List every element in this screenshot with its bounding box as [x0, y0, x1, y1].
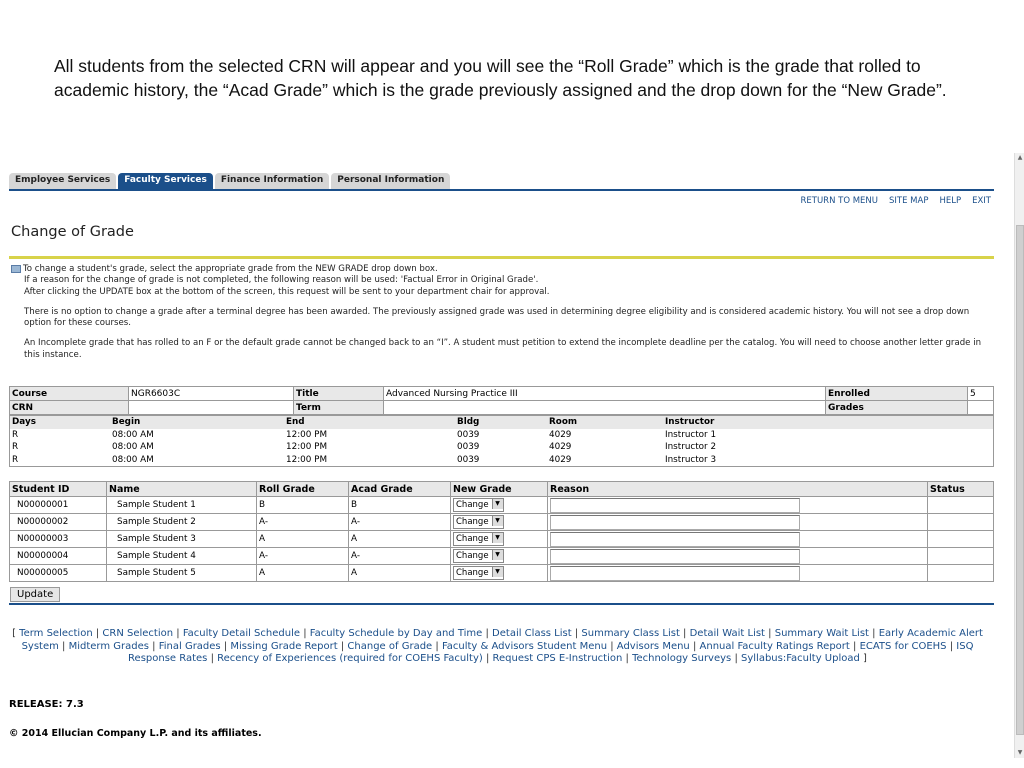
nav-link-crn-selection[interactable]: CRN Selection [102, 628, 174, 639]
copyright: © 2014 Ellucian Company L.P. and its affiliates. [9, 728, 262, 739]
roll-grade: A [257, 565, 349, 582]
new-grade-cell [451, 531, 548, 548]
meeting-room: 4029 [549, 429, 572, 440]
nav-link-advisors-menu[interactable]: Advisors Menu [616, 640, 690, 652]
student-name: Sample Student 2 [107, 514, 257, 531]
meeting-row [10, 441, 994, 454]
meeting-begin: 08:00 AM [112, 429, 154, 440]
reason-input[interactable] [550, 498, 800, 513]
site-map-link[interactable]: SITE MAP [889, 196, 929, 206]
reason-cell [548, 497, 928, 514]
course-label: Course [10, 387, 129, 401]
tab-divider [9, 189, 994, 191]
chevron-down-icon: ▼ [492, 516, 503, 526]
acad-grade: A [349, 531, 451, 548]
reason-input[interactable] [550, 515, 800, 530]
nav-link-annual-faculty-ratings[interactable]: Annual Faculty Ratings Report [699, 640, 850, 652]
new-grade-value: Change [456, 568, 489, 578]
meeting-times-table [9, 415, 994, 467]
col-instructor: Instructor [663, 416, 994, 429]
meeting-end: 12:00 PM [286, 455, 328, 466]
student-name: Sample Student 3 [107, 531, 257, 548]
status-cell [928, 531, 994, 548]
meeting-room: 4029 [549, 455, 572, 466]
meeting-days: R [12, 455, 19, 466]
student-id: N00000004 [10, 548, 107, 565]
release-version: RELEASE: 7.3 [9, 699, 84, 710]
new-grade-cell [451, 514, 548, 531]
roll-grade: A [257, 531, 349, 548]
scroll-up-icon[interactable]: ▲ [1017, 154, 1023, 161]
top-links [800, 196, 991, 206]
enrolled-label: Enrolled [826, 387, 968, 401]
info-para-terminal: There is no option to change a grade after a terminal degree has been awarded. The previously assigned grade was used in determining degree eligibility and is considered academic history. You will not see a drop down option for these courses. [24, 306, 970, 329]
reason-cell [548, 565, 928, 582]
info-text [11, 264, 996, 370]
crn-value [129, 401, 294, 415]
title-value: Advanced Nursing Practice III [384, 387, 826, 401]
col-roll-grade: Roll Grade [257, 482, 349, 497]
roll-grade: A- [257, 514, 349, 531]
info-line-3: After clicking the UPDATE box at the bottom of the screen, this request will be sent to your department chair for approval. [24, 286, 550, 297]
tab-faculty-services[interactable]: Faculty Services [118, 173, 213, 189]
student-id: N00000005 [10, 565, 107, 582]
nav-link-syllabus-upload[interactable]: Syllabus:Faculty Upload [741, 653, 860, 664]
table-row [10, 565, 994, 582]
help-link[interactable]: HELP [939, 196, 962, 206]
nav-link-early-academic-alert[interactable]: Early Academic Alert System [21, 628, 983, 652]
info-line-1: To change a student's grade, select the appropriate grade from the NEW GRADE drop down box. [23, 264, 438, 274]
info-icon [11, 265, 21, 273]
col-student-id: Student ID [10, 482, 107, 497]
meeting-days: R [12, 429, 19, 440]
new-grade-select[interactable] [453, 549, 504, 563]
title-label: Title [294, 387, 384, 401]
nav-link-ecats[interactable]: ECATS for COEHS [859, 640, 947, 652]
meeting-days: R [12, 442, 19, 453]
meeting-begin: 08:00 AM [112, 442, 154, 453]
col-bldg: Bldg [455, 416, 547, 429]
meeting-end: 12:00 PM [286, 442, 328, 453]
roll-grade: A- [257, 548, 349, 565]
col-acad-grade: Acad Grade [349, 482, 451, 497]
nav-link-faculty-advisors-student-menu[interactable]: Faculty & Advisors Student Menu [441, 640, 608, 652]
reason-cell [548, 548, 928, 565]
reason-cell [548, 514, 928, 531]
tab-employee-services[interactable]: Employee Services [9, 173, 116, 189]
chevron-down-icon: ▼ [492, 499, 503, 509]
table-row [10, 548, 994, 565]
meeting-end: 12:00 PM [286, 429, 328, 440]
reason-cell [548, 531, 928, 548]
student-grades-table [9, 481, 994, 582]
student-name: Sample Student 4 [107, 548, 257, 565]
nav-link-midterm-grades[interactable]: Midterm Grades [68, 640, 149, 652]
student-name: Sample Student 5 [107, 565, 257, 582]
new-grade-select[interactable] [453, 566, 504, 580]
new-grade-value: Change [456, 517, 489, 527]
nav-link-recency-of-experiences[interactable]: Recency of Experiences (required for COEHS Faculty) [217, 653, 483, 664]
new-grade-cell [451, 565, 548, 582]
acad-grade: B [349, 497, 451, 514]
col-name: Name [107, 482, 257, 497]
course-value: NGR6603C [129, 387, 294, 401]
footer-nav-links: [ Term Selection | CRN Selection | Faculty Detail Schedule | Faculty Schedule by Day and Time | Detail Class List | Summary Class List | Detail Wait List | Summary Wait List | Early Academic Alert System | Midterm Grades | Final Grades | Missing Grade Report | Change of Grade | Faculty & Advisors Student Menu | Advisors Menu | Annual Faculty Ratings Report | ECATS for COEHS | ISQ Response Rates | Recency of Experiences (required for COEHS Faculty) | Request CPS E-Instruction | Technology Surveys | Syllabus:Faculty Upload ] [12, 628, 983, 664]
title-divider [9, 256, 994, 259]
term-value [384, 401, 826, 415]
chevron-down-icon: ▼ [492, 550, 503, 560]
student-name: Sample Student 1 [107, 497, 257, 514]
return-to-menu-link[interactable]: RETURN TO MENU [800, 196, 879, 206]
scroll-down-icon[interactable]: ▼ [1017, 749, 1023, 756]
course-info-table [9, 386, 994, 415]
enrolled-value: 5 [968, 387, 994, 401]
info-para-incomplete: An Incomplete grade that has rolled to an F or the default grade cannot be changed back to an “I”. A student must petition to extend the incomplete deadline per the catalog. You will need to choose another letter grade in this instance. [24, 338, 982, 360]
roll-grade: B [257, 497, 349, 514]
status-cell [928, 514, 994, 531]
new-grade-cell [451, 497, 548, 514]
new-grade-select[interactable] [453, 498, 504, 512]
chevron-down-icon: ▼ [492, 533, 503, 543]
col-new-grade: New Grade [451, 482, 548, 497]
status-cell [928, 497, 994, 514]
acad-grade: A- [349, 548, 451, 565]
table-row [10, 497, 994, 514]
acad-grade: A [349, 565, 451, 582]
reason-input[interactable] [550, 532, 800, 547]
new-grade-value: Change [456, 534, 489, 544]
crn-label: CRN [10, 401, 129, 415]
student-id: N00000001 [10, 497, 107, 514]
status-cell [928, 565, 994, 582]
table-row [10, 514, 994, 531]
meeting-instructor: Instructor 1 [665, 429, 717, 440]
meeting-bldg: 0039 [457, 455, 480, 466]
nav-link-final-grades[interactable]: Final Grades [158, 640, 221, 652]
meeting-row [10, 454, 994, 467]
nav-link-detail-wait-list[interactable]: Detail Wait List [689, 628, 765, 639]
col-reason: Reason [548, 482, 928, 497]
grades-value [968, 401, 994, 415]
meeting-begin: 08:00 AM [112, 455, 154, 466]
new-grade-select[interactable] [453, 532, 504, 546]
exit-link[interactable]: EXIT [972, 196, 991, 206]
page-title: Change of Grade [11, 224, 134, 240]
meeting-bldg: 0039 [457, 429, 480, 440]
student-id: N00000002 [10, 514, 107, 531]
new-grade-value: Change [456, 551, 489, 561]
meeting-instructor: Instructor 3 [665, 455, 717, 466]
reason-input[interactable] [550, 549, 800, 564]
reason-input[interactable] [550, 566, 800, 581]
new-grade-cell [451, 548, 548, 565]
tab-personal-information[interactable]: Personal Information [331, 173, 450, 189]
grades-label: Grades [826, 401, 968, 415]
meeting-room: 4029 [549, 442, 572, 453]
info-line-2: If a reason for the change of grade is not completed, the following reason will be used: 'Factual Error in Original Grade'. [24, 275, 539, 286]
col-room: Room [547, 416, 663, 429]
nav-link-missing-grade-report[interactable]: Missing Grade Report [230, 640, 338, 652]
term-label: Term [294, 401, 384, 415]
nav-link-change-of-grade[interactable]: Change of Grade [347, 640, 433, 652]
update-button[interactable]: Update [10, 587, 60, 602]
slide-caption: All students from the selected CRN will appear and you will see the “Roll Grade” which is the grade that rolled to academic history, the “Acad Grade” which is the grade previously assigned and the drop down for the “New Grade”. [54, 56, 947, 100]
main-tabs [9, 173, 452, 189]
nav-link-technology-surveys[interactable]: Technology Surveys [632, 653, 732, 664]
nav-link-request-cps[interactable]: Request CPS E-Instruction [492, 653, 623, 664]
tab-finance-information[interactable]: Finance Information [215, 173, 329, 189]
meeting-bldg: 0039 [457, 442, 480, 453]
nav-link-summary-wait-list[interactable]: Summary Wait List [774, 628, 869, 639]
table-row [10, 531, 994, 548]
new-grade-value: Change [456, 500, 489, 510]
vertical-scrollbar[interactable] [1014, 153, 1024, 758]
col-status: Status [928, 482, 994, 497]
chevron-down-icon: ▼ [492, 567, 503, 577]
bottom-divider [9, 603, 994, 605]
scrollbar-thumb[interactable] [1016, 225, 1024, 735]
nav-link-faculty-detail-schedule[interactable]: Faculty Detail Schedule [182, 628, 301, 639]
new-grade-select[interactable] [453, 515, 504, 529]
nav-link-faculty-schedule-by-day[interactable]: Faculty Schedule by Day and Time [309, 628, 483, 639]
nav-link-isq-response-rates[interactable]: ISQ Response Rates [128, 640, 974, 664]
meeting-row [10, 429, 994, 442]
col-days: Days [10, 416, 111, 429]
meeting-instructor: Instructor 2 [665, 442, 717, 453]
col-begin: Begin [110, 416, 284, 429]
nav-link-term-selection[interactable]: Term Selection [19, 628, 93, 639]
status-cell [928, 548, 994, 565]
nav-link-detail-class-list[interactable]: Detail Class List [492, 628, 572, 639]
acad-grade: A- [349, 514, 451, 531]
nav-link-summary-class-list[interactable]: Summary Class List [581, 628, 680, 639]
col-end: End [284, 416, 455, 429]
student-id: N00000003 [10, 531, 107, 548]
